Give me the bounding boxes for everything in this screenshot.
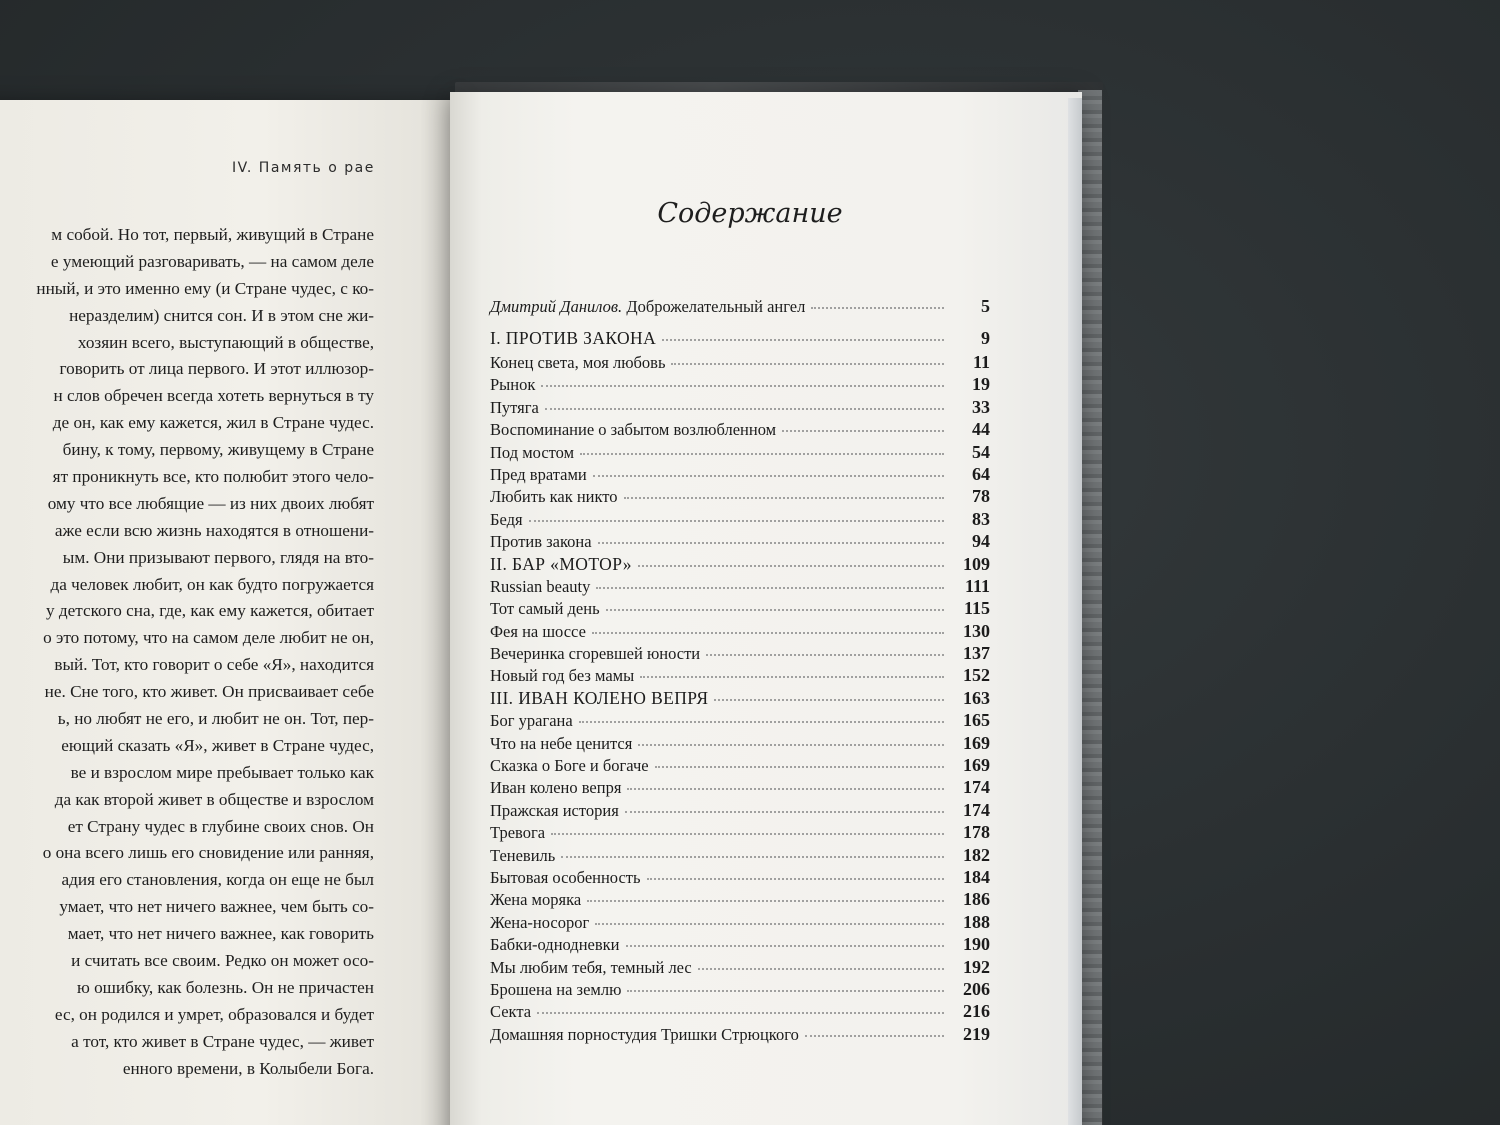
toc-page-number: 192 xyxy=(963,956,990,977)
toc-entry xyxy=(490,419,990,441)
text-line: адия его становления, когда он еще не был xyxy=(61,870,374,890)
toc-leader-dots xyxy=(580,452,944,455)
text-line: ым. Они призывают первого, глядя на вто- xyxy=(62,547,374,567)
text-line: да человек любит, он как будто погружается xyxy=(50,574,374,594)
toc-entry xyxy=(490,598,990,620)
toc-entry-label: Фея на шоссе xyxy=(490,621,586,641)
toc-entry-label: Домашняя порностудия Тришки Стрюцкого xyxy=(490,1024,799,1044)
toc-entry-label: Что на небе ценится xyxy=(490,733,633,753)
toc-leader-dots xyxy=(626,944,945,947)
toc-entry-label: Теневиль xyxy=(490,845,556,865)
toc-entry xyxy=(490,777,990,799)
toc-entry xyxy=(490,464,990,486)
toc-entry xyxy=(490,889,990,911)
toc-entry xyxy=(490,957,990,979)
toc-page-number: 178 xyxy=(963,822,990,843)
toc-entry-label: Тот самый день xyxy=(490,599,600,619)
toc-page-number: 169 xyxy=(963,732,990,753)
toc-leader-dots xyxy=(640,675,944,678)
toc-entry xyxy=(490,665,990,687)
text-line: не. Сне того, кто живет. Он присваивает себе xyxy=(44,682,374,702)
toc-entry xyxy=(490,352,990,374)
toc-page-number: 94 xyxy=(972,531,990,552)
text-line: аже если всю жизнь находятся в отношени- xyxy=(54,520,374,540)
toc-leader-dots xyxy=(662,338,944,341)
toc-entry-label: Тревога xyxy=(490,823,546,843)
toc-entry-label: Мы любим тебя, темный лес xyxy=(490,957,692,977)
text-line: ве и взрослом мире пребывает только как xyxy=(70,762,374,782)
toc-page-number: 78 xyxy=(972,486,990,507)
toc-entry xyxy=(490,979,990,1001)
text-line: ес, он родился и умрет, образовался и будет xyxy=(54,1004,374,1024)
text-line: ю ошибку, как болезнь. Он не причастен xyxy=(76,977,374,997)
toc-leader-dots xyxy=(595,922,944,925)
toc-entry-label: Пражская история xyxy=(490,800,619,820)
toc-entry-label: Воспоминание о забытом возлюбленном xyxy=(490,420,777,440)
toc-page-number: 219 xyxy=(963,1023,990,1044)
toc-entry-label: I. ПРОТИВ ЗАКОНА xyxy=(490,328,657,348)
toc-page-number: 11 xyxy=(972,352,990,372)
text-line: енного времени, в Колыбели Бога. xyxy=(122,1058,374,1078)
toc-entry xyxy=(490,1001,990,1023)
toc-entry-label: Брошена на землю xyxy=(490,979,622,999)
toc-leader-dots xyxy=(545,407,944,410)
toc-leader-dots xyxy=(714,698,944,701)
toc-part-heading xyxy=(490,688,990,710)
toc-intro-entry xyxy=(490,296,990,328)
toc-page-number: 19 xyxy=(972,374,990,395)
toc-part-heading xyxy=(490,554,990,576)
toc-entry-label: Иван колено вепря xyxy=(490,778,622,798)
text-line: умает, что нет ничего важнее, чем быть со- xyxy=(59,897,374,917)
text-line: ому что все любящие — из них двоих любят xyxy=(47,493,374,513)
toc-leader-dots xyxy=(706,653,944,656)
toc-leader-dots xyxy=(811,306,944,309)
toc-entry xyxy=(490,397,990,419)
toc-leader-dots xyxy=(627,989,944,992)
toc-page-number: 44 xyxy=(972,419,990,440)
text-line: о это потому, что на самом деле любит не он, xyxy=(43,628,374,648)
toc-entry xyxy=(490,576,990,598)
toc-page-number: 109 xyxy=(963,553,990,574)
text-line: да как второй живет в обществе и взрослом xyxy=(54,789,374,809)
toc-leader-dots xyxy=(647,877,944,880)
toc-leader-dots xyxy=(625,810,944,813)
toc-leader-dots xyxy=(698,967,944,970)
text-line: бину, к тому, первому, живущему в Стране xyxy=(62,440,374,460)
toc-leader-dots xyxy=(624,496,944,499)
toc-entry-label: Секта xyxy=(490,1002,532,1022)
toc-entry xyxy=(490,531,990,553)
toc-entry xyxy=(490,1024,990,1046)
toc-page-number: 174 xyxy=(963,777,990,798)
running-head: IV. Память о рае xyxy=(232,160,375,176)
toc-page-number: 137 xyxy=(963,643,990,664)
toc-page-number: 163 xyxy=(963,687,990,708)
right-page-edge xyxy=(1068,98,1082,1125)
toc-leader-dots xyxy=(655,765,944,768)
text-line: ет Страну чудес в глубине своих снов. Он xyxy=(67,816,374,836)
toc-part-heading xyxy=(490,328,990,352)
left-page-body-text xyxy=(0,222,374,1083)
toc-entry-label: III. ИВАН КОЛЕНО ВЕПРЯ xyxy=(490,687,709,708)
toc-list xyxy=(490,328,990,1046)
toc-entry xyxy=(490,912,990,934)
text-line: у детского сна, где, как ему кажется, обитает xyxy=(45,601,374,621)
toc-intro-author: Дмитрий Данилов. xyxy=(490,297,623,316)
toc-leader-dots xyxy=(529,519,944,522)
text-line: нный, и это именно ему (и Стране чудес, с ко- xyxy=(36,278,374,298)
text-line: мает, что нет ничего важнее, как говорить xyxy=(67,924,374,944)
toc-leader-dots xyxy=(551,832,944,835)
toc-leader-dots xyxy=(638,564,944,567)
toc-entry-label: Жена моряка xyxy=(490,890,582,910)
toc-page-number: 111 xyxy=(964,575,990,596)
toc-page-number: 130 xyxy=(963,620,990,641)
toc-entry-label: Путяга xyxy=(490,397,539,417)
toc-entry xyxy=(490,710,990,732)
text-line: ят проникнуть все, кто полюбит этого чело- xyxy=(52,467,374,487)
toc-entry-label: Новый год без мамы xyxy=(490,666,635,686)
toc-leader-dots xyxy=(671,362,944,365)
toc-leader-dots xyxy=(638,743,944,746)
toc-leader-dots xyxy=(561,855,944,858)
toc-entry-label xyxy=(490,297,805,317)
toc-page-number: 165 xyxy=(963,710,990,731)
toc-title: Содержание xyxy=(657,198,843,229)
text-line: де он, как ему кажется, жил в Стране чудес. xyxy=(52,413,374,433)
toc-leader-dots xyxy=(587,899,944,902)
text-line: о она всего лишь его сновидение или ранняя, xyxy=(42,843,374,863)
toc-entry-label: Бедя xyxy=(490,509,523,529)
toc-leader-dots xyxy=(805,1034,944,1037)
toc-entry xyxy=(490,800,990,822)
toc-entry xyxy=(490,845,990,867)
text-line: хозяин всего, выступающий в обществе, xyxy=(77,332,374,352)
toc-page-number: 152 xyxy=(963,665,990,686)
toc-leader-dots xyxy=(541,384,944,387)
toc-entry-label: Сказка о Боге и богаче xyxy=(490,756,649,776)
toc-entry-label: Рынок xyxy=(490,375,536,395)
toc-leader-dots xyxy=(598,541,944,544)
toc-page-number: 54 xyxy=(972,441,990,462)
toc-entry-label: II. БАР «МОТОР» xyxy=(490,553,632,574)
toc-entry-label: Против закона xyxy=(490,532,592,552)
toc-leader-dots xyxy=(627,787,944,790)
toc-entry-label: Russian beauty xyxy=(490,576,591,596)
toc-page-number: 115 xyxy=(963,598,990,619)
text-line: неразделим) снится сон. И в этом сне жи- xyxy=(69,305,374,325)
toc-entry-label: Вечеринка сгоревшей юности xyxy=(490,644,701,664)
toc-entry-label: Бытовая особенность xyxy=(490,867,641,887)
toc-page-number: 206 xyxy=(963,978,990,999)
toc-entry-label: Под мостом xyxy=(490,442,575,462)
toc-entry xyxy=(490,442,990,464)
toc-entry-label: Конец света, моя любовь xyxy=(490,353,666,372)
toc-page-number: 184 xyxy=(963,866,990,887)
toc-leader-dots xyxy=(537,1011,944,1014)
toc-entry-label: Жена-носорог xyxy=(490,912,590,932)
toc-entry-label: Пред вратами xyxy=(490,464,587,484)
text-line: ь, но любят не его, и любит не он. Тот, пер- xyxy=(57,709,374,729)
text-line: вый. Тот, кто говорит о себе «Я», находится xyxy=(54,655,374,675)
text-line: м собой. Но тот, первый, живущий в Стране xyxy=(51,225,374,244)
toc-leader-dots xyxy=(592,631,944,634)
toc-entry xyxy=(490,621,990,643)
toc-entry xyxy=(490,822,990,844)
toc-entry-label: Бог урагана xyxy=(490,711,573,731)
toc-page-number: 64 xyxy=(972,463,990,484)
toc-leader-dots xyxy=(782,429,944,432)
table-of-contents xyxy=(490,296,990,1046)
toc-leader-dots xyxy=(593,474,944,477)
toc-page-number: 186 xyxy=(963,889,990,910)
toc-entry xyxy=(490,867,990,889)
toc-entry xyxy=(490,643,990,665)
toc-entry-label: Бабки-однодневки xyxy=(490,935,620,955)
toc-page-number: 169 xyxy=(963,755,990,776)
toc-page-number: 216 xyxy=(963,1001,990,1022)
toc-leader-dots xyxy=(606,608,944,611)
text-line: говорить от лица первого. И этот иллюзор- xyxy=(59,359,374,379)
toc-page-number: 174 xyxy=(963,799,990,820)
toc-entry-label: Любить как никто xyxy=(490,487,618,507)
text-line: еющий сказать «Я», живет в Стране чудес, xyxy=(61,735,374,755)
toc-entry xyxy=(490,509,990,531)
toc-entry xyxy=(490,374,990,396)
text-line: и считать все своим. Редко он может осо- xyxy=(71,951,374,971)
toc-page-number: 9 xyxy=(981,328,990,348)
toc-entry xyxy=(490,486,990,508)
toc-entry xyxy=(490,755,990,777)
toc-page-number: 182 xyxy=(963,844,990,865)
toc-page-number: 83 xyxy=(972,508,990,529)
text-line: н слов обречен всегда хотеть вернуться в ту xyxy=(53,386,374,406)
toc-page-number: 5 xyxy=(981,296,990,316)
toc-page-number: 188 xyxy=(963,911,990,932)
text-line: а тот, кто живет в Стране чудес, — живет xyxy=(71,1031,374,1051)
toc-entry xyxy=(490,733,990,755)
toc-page-number: 190 xyxy=(963,934,990,955)
toc-leader-dots xyxy=(579,720,944,723)
toc-page-number: 33 xyxy=(972,396,990,417)
text-line: е умеющий разговаривать, — на самом деле xyxy=(50,251,374,271)
toc-leader-dots xyxy=(596,586,944,589)
toc-intro-title: Доброжелательный ангел xyxy=(626,297,806,316)
toc-entry xyxy=(490,934,990,956)
